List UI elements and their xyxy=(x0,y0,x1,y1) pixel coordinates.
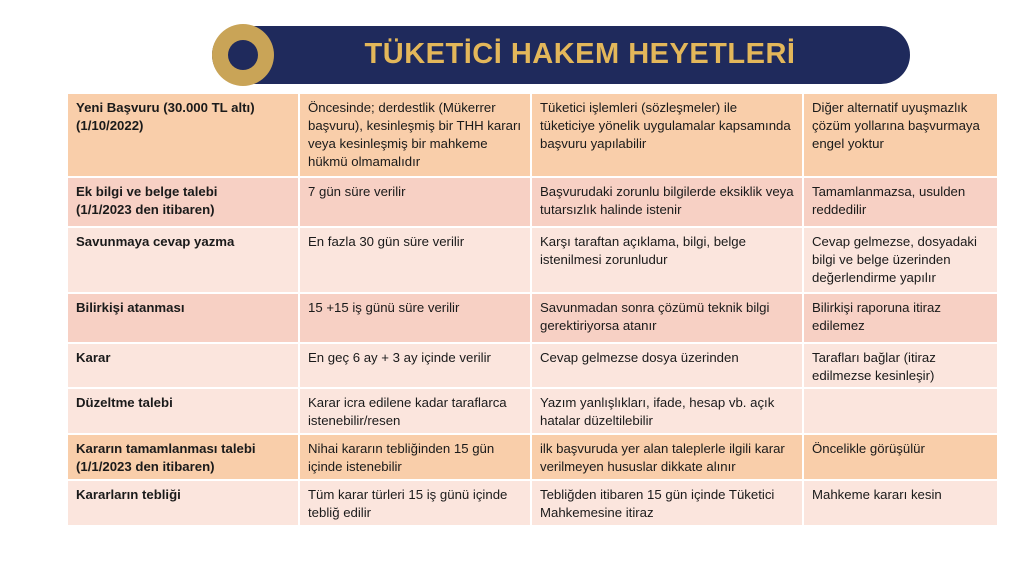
table-cell: Cevap gelmezse dosya üzerinden xyxy=(532,344,802,387)
table-row xyxy=(68,481,997,525)
table-row xyxy=(68,344,997,387)
row-header-cell: Yeni Başvuru (30.000 TL altı) (1/10/2022) xyxy=(68,94,298,176)
info-table xyxy=(66,92,999,527)
row-header-cell: Düzeltme talebi xyxy=(68,389,298,433)
banner-circle-logo xyxy=(212,24,274,86)
row-header-cell: Kararın tamamlanması talebi (1/1/2023 den itibaren) xyxy=(68,435,298,479)
row-header-cell: Ek bilgi ve belge talebi (1/1/2023 den itibaren) xyxy=(68,178,298,226)
table-cell: Cevap gelmezse, dosyadaki bilgi ve belge üzerinden değerlendirme yapılır xyxy=(804,228,997,292)
table-cell: Karar icra edilene kadar taraflarca istenebilir/resen xyxy=(300,389,530,433)
table-cell: Savunmadan sonra çözümü teknik bilgi gerektiriyorsa atanır xyxy=(532,294,802,342)
row-header-cell: Karar xyxy=(68,344,298,387)
row-header-cell: Savunmaya cevap yazma xyxy=(68,228,298,292)
table-row xyxy=(68,389,997,433)
table-cell: ilk başvuruda yer alan taleplerle ilgili karar verilmeyen hususlar dikkate alınır xyxy=(532,435,802,479)
table-row xyxy=(68,294,997,342)
table-cell: Tamamlanmazsa, usulden reddedilir xyxy=(804,178,997,226)
table-row xyxy=(68,178,997,226)
table-cell: Başvurudaki zorunlu bilgilerde eksiklik veya tutarsızlık halinde istenir xyxy=(532,178,802,226)
table-cell: Nihai kararın tebliğinden 15 gün içinde istenebilir xyxy=(300,435,530,479)
table-cell xyxy=(804,389,997,433)
table-cell: Tebliğden itibaren 15 gün içinde Tüketici Mahkemesine itiraz xyxy=(532,481,802,525)
page-title: TÜKETİCİ HAKEM HEYETLERİ xyxy=(364,38,796,70)
table-cell: Öncesinde; derdestlik (Mükerrer başvuru), kesinleşmiş bir THH kararı veya kesinleşmiş bir mahkeme hükmü olmamalıdır xyxy=(300,94,530,176)
table-cell: Bilirkişi raporuna itiraz edilemez xyxy=(804,294,997,342)
table-cell: Diğer alternatif uyuşmazlık çözüm yollarına başvurmaya engel yoktur xyxy=(804,94,997,176)
table-cell: Yazım yanlışlıkları, ifade, hesap vb. açık hatalar düzeltilebilir xyxy=(532,389,802,433)
table-cell: Mahkeme kararı kesin xyxy=(804,481,997,525)
table-cell: Karşı taraftan açıklama, bilgi, belge istenilmesi zorunludur xyxy=(532,228,802,292)
table-row xyxy=(68,435,997,479)
table-cell: 15 +15 iş günü süre verilir xyxy=(300,294,530,342)
table-cell: 7 gün süre verilir xyxy=(300,178,530,226)
table-cell: En fazla 30 gün süre verilir xyxy=(300,228,530,292)
table-cell: Tüketici işlemleri (sözleşmeler) ile tüketiciye yönelik uygulamalar kapsamında başvuru yapılabilir xyxy=(532,94,802,176)
table-cell: Tüm karar türleri 15 iş günü içinde tebliğ edilir xyxy=(300,481,530,525)
table-cell: Öncelikle görüşülür xyxy=(804,435,997,479)
table-row xyxy=(68,94,997,176)
row-header-cell: Bilirkişi atanması xyxy=(68,294,298,342)
table-cell: Tarafları bağlar (itiraz edilmezse kesinleşir) xyxy=(804,344,997,387)
table-cell: En geç 6 ay + 3 ay içinde verilir xyxy=(300,344,530,387)
banner-circle-inner xyxy=(228,40,258,70)
row-header-cell: Kararların tebliği xyxy=(68,481,298,525)
table-row xyxy=(68,228,997,292)
